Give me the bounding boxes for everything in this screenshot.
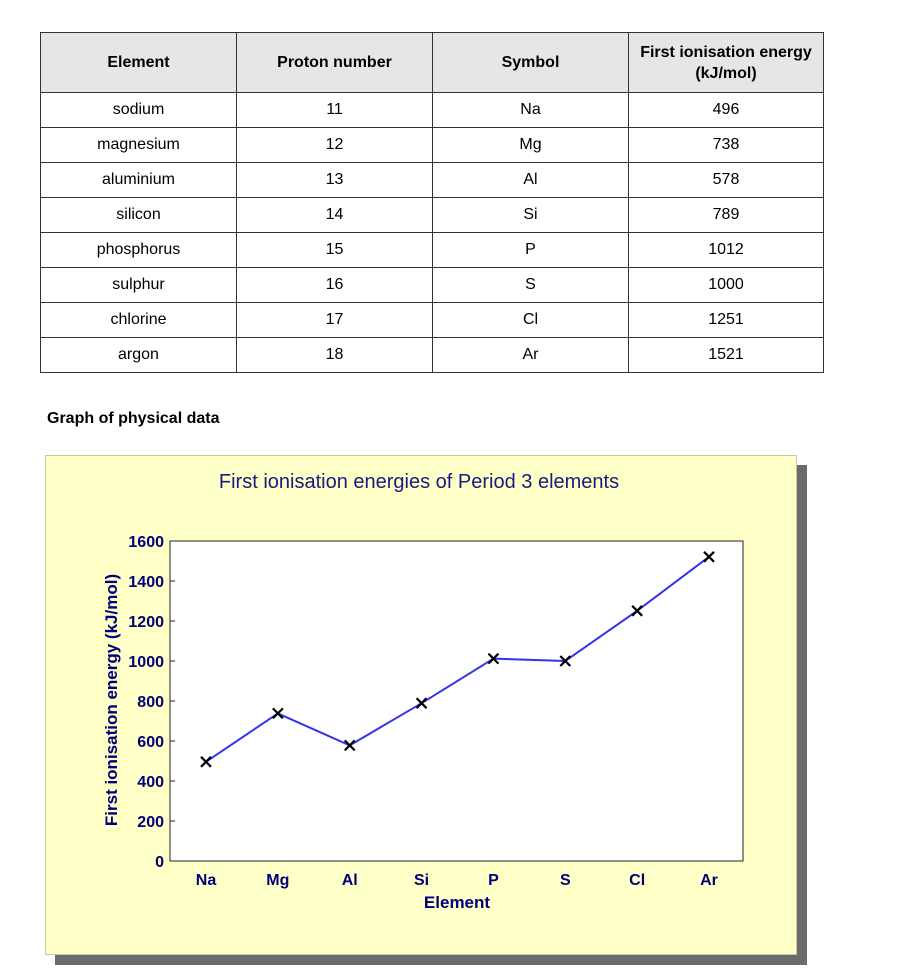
cell-energy: 1251 (629, 303, 824, 338)
cell-symbol: P (433, 233, 629, 268)
y-tick-label: 1400 (128, 574, 164, 591)
cell-symbol: Ar (433, 338, 629, 373)
x-tick-label: Na (195, 872, 217, 889)
cell-proton: 15 (237, 233, 433, 268)
cell-name: phosphorus (41, 233, 237, 268)
plot-area (170, 541, 743, 861)
cell-energy: 1000 (629, 268, 824, 303)
cell-symbol: S (433, 268, 629, 303)
x-axis (196, 872, 718, 889)
y-tick-label: 600 (137, 734, 164, 751)
cell-energy: 1521 (629, 338, 824, 373)
x-tick-label: P (488, 872, 499, 889)
cell-energy: 738 (629, 128, 824, 163)
cell-energy: 789 (629, 198, 824, 233)
header-proton-number: Proton number (237, 33, 433, 93)
cell-energy: 1012 (629, 233, 824, 268)
x-tick-label: S (559, 872, 571, 889)
cell-proton: 16 (237, 268, 433, 303)
cell-name: argon (41, 338, 237, 373)
y-tick-label: 400 (137, 774, 164, 791)
cell-proton: 14 (237, 198, 433, 233)
header-ionisation-energy: First ionisation energy (kJ/mol) (629, 33, 824, 93)
header-symbol: Symbol (433, 33, 629, 93)
y-tick-label: 0 (155, 854, 164, 871)
y-tick-label: 800 (137, 694, 164, 711)
chart-title: First ionisation energies of Period 3 elements (218, 471, 620, 493)
cell-symbol: Al (433, 163, 629, 198)
cell-proton: 11 (237, 93, 433, 128)
cell-proton: 17 (237, 303, 433, 338)
cell-symbol: Mg (433, 128, 629, 163)
cell-proton: 13 (237, 163, 433, 198)
x-tick-label: Al (341, 872, 358, 889)
cell-energy: 578 (629, 163, 824, 198)
cell-name: silicon (41, 198, 237, 233)
cell-name: chlorine (41, 303, 237, 338)
cell-name: sodium (41, 93, 237, 128)
cell-proton: 18 (237, 338, 433, 373)
x-tick-label: Ar (700, 872, 718, 889)
y-axis (128, 534, 175, 871)
x-tick-label: Mg (266, 872, 290, 889)
cell-energy: 496 (629, 93, 824, 128)
y-tick-label: 200 (137, 814, 164, 831)
y-tick-label: 1200 (128, 614, 164, 631)
header-element: Element (41, 33, 237, 93)
x-tick-label: Si (414, 872, 430, 889)
x-axis-label: Element (423, 893, 491, 912)
cell-symbol: Na (433, 93, 629, 128)
cell-proton: 12 (237, 128, 433, 163)
cell-name: magnesium (41, 128, 237, 163)
y-tick-label: 1600 (128, 534, 164, 551)
cell-name: aluminium (41, 163, 237, 198)
x-tick-label: Cl (629, 872, 646, 889)
section-title: Graph of physical data (47, 410, 220, 427)
cell-symbol: Si (433, 198, 629, 233)
y-axis-label: First ionisation energy (kJ/mol) (102, 573, 121, 827)
cell-name: sulphur (41, 268, 237, 303)
y-tick-label: 1000 (128, 654, 164, 671)
cell-symbol: Cl (433, 303, 629, 338)
